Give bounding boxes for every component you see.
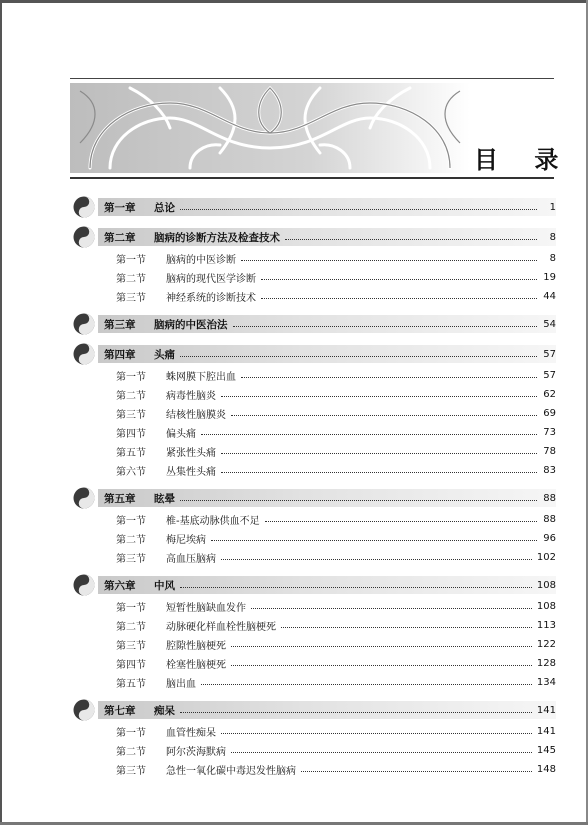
section-entry[interactable]	[70, 461, 556, 480]
section-page-number: 57	[543, 370, 556, 381]
chapter-entry[interactable]	[70, 312, 556, 336]
toc-chapter	[70, 342, 556, 480]
section-entry[interactable]	[70, 635, 556, 654]
yin-yang-icon	[72, 486, 96, 510]
dot-leader	[251, 608, 532, 609]
section-page-number: 8	[549, 253, 556, 264]
dot-leader	[221, 396, 537, 397]
dot-leader	[180, 712, 532, 713]
dot-leader	[201, 684, 532, 685]
section-entry[interactable]	[70, 673, 556, 692]
section-title: 腔隙性脑梗死	[166, 641, 226, 652]
section-title: 紧张性头痛	[166, 448, 216, 459]
chapter-page-number: 108	[536, 579, 556, 591]
dot-leader	[265, 521, 537, 522]
section-number: 第五节	[116, 448, 146, 459]
section-title: 结核性脑膜炎	[166, 410, 226, 421]
section-number: 第一节	[116, 372, 146, 383]
section-page-number: 73	[543, 427, 556, 438]
toc-chapter	[70, 573, 556, 692]
section-entry[interactable]	[70, 442, 556, 461]
dot-leader	[180, 209, 537, 210]
section-title: 椎-基底动脉供血不足	[166, 516, 260, 527]
section-number: 第三节	[116, 410, 146, 421]
chapter-title: 中风	[154, 579, 175, 592]
section-page-number: 108	[536, 601, 556, 612]
section-page-number: 44	[543, 291, 556, 302]
section-title: 蛛网膜下腔出血	[166, 372, 236, 383]
yin-yang-icon	[72, 312, 96, 336]
section-entry[interactable]	[70, 385, 556, 404]
section-number: 第三节	[116, 554, 146, 565]
dot-leader	[301, 771, 532, 772]
yin-yang-icon	[72, 225, 96, 249]
section-entry[interactable]	[70, 548, 556, 567]
section-number: 第六节	[116, 467, 146, 478]
section-title: 偏头痛	[166, 429, 196, 440]
title-rule	[70, 177, 554, 179]
dot-leader	[231, 646, 532, 647]
section-number: 第一节	[116, 516, 146, 527]
chapter-entry[interactable]	[70, 342, 556, 366]
yin-yang-icon	[72, 698, 96, 722]
yin-yang-icon	[72, 195, 96, 219]
chapter-number: 第五章	[104, 492, 136, 505]
section-number: 第四节	[116, 660, 146, 671]
toc-chapter	[70, 698, 556, 779]
section-title: 脑病的中医诊断	[166, 255, 236, 266]
dot-leader	[241, 260, 537, 261]
chapter-page-number: 8	[549, 231, 556, 243]
chapter-page-number: 57	[543, 348, 556, 360]
section-page-number: 19	[543, 272, 556, 283]
section-title: 血管性痴呆	[166, 728, 216, 739]
section-page-number: 62	[543, 389, 556, 400]
chapter-title: 脑病的诊断方法及检查技术	[154, 231, 280, 244]
section-entry[interactable]	[70, 510, 556, 529]
chapter-number: 第七章	[104, 704, 136, 717]
section-number: 第二节	[116, 274, 146, 285]
chapter-entry[interactable]	[70, 573, 556, 597]
dot-leader	[221, 453, 537, 454]
section-number: 第四节	[116, 429, 146, 440]
section-title: 短暂性脑缺血发作	[166, 603, 246, 614]
chapter-entry[interactable]	[70, 486, 556, 510]
dot-leader	[241, 377, 537, 378]
section-entry[interactable]	[70, 654, 556, 673]
section-number: 第二节	[116, 391, 146, 402]
section-page-number: 88	[543, 514, 556, 525]
section-page-number: 122	[536, 639, 556, 650]
section-entry[interactable]	[70, 366, 556, 385]
section-title: 急性一氧化碳中毒迟发性脑病	[166, 766, 296, 777]
page-title: 目 录	[474, 146, 573, 174]
section-title: 梅尼埃病	[166, 535, 206, 546]
section-page-number: 78	[543, 446, 556, 457]
chapter-entry[interactable]	[70, 698, 556, 722]
section-title: 神经系统的诊断技术	[166, 293, 256, 304]
section-entry[interactable]	[70, 249, 556, 268]
dot-leader	[180, 500, 537, 501]
section-page-number: 128	[536, 658, 556, 669]
section-page-number: 141	[536, 726, 556, 737]
chapter-title: 总论	[154, 201, 175, 214]
dot-leader	[221, 733, 532, 734]
page-border-top	[0, 0, 588, 3]
section-number: 第三节	[116, 766, 146, 777]
toc-chapter	[70, 195, 556, 219]
section-entry[interactable]	[70, 597, 556, 616]
section-number: 第二节	[116, 622, 146, 633]
dot-leader	[231, 415, 537, 416]
chapter-page-number: 54	[543, 318, 556, 330]
chapter-page-number: 1	[549, 201, 556, 213]
section-title: 丛集性头痛	[166, 467, 216, 478]
chapter-number: 第四章	[104, 348, 136, 361]
chapter-number: 第三章	[104, 318, 136, 331]
toc-chapter	[70, 312, 556, 336]
section-title: 动脉硬化样血栓性脑梗死	[166, 622, 276, 633]
chapter-entry[interactable]	[70, 225, 556, 249]
chapter-title: 眩晕	[154, 492, 175, 505]
section-entry[interactable]	[70, 529, 556, 548]
section-entry[interactable]	[70, 423, 556, 442]
section-entry[interactable]	[70, 722, 556, 741]
yin-yang-icon	[72, 342, 96, 366]
section-title: 阿尔茨海默病	[166, 747, 226, 758]
dot-leader	[285, 239, 537, 240]
section-entry[interactable]	[70, 760, 556, 779]
chapter-number: 第一章	[104, 201, 136, 214]
section-entry[interactable]	[70, 287, 556, 306]
dot-leader	[231, 665, 532, 666]
toc-chapter	[70, 225, 556, 306]
chapter-title: 头痛	[154, 348, 175, 361]
chapter-page-number: 88	[543, 492, 556, 504]
section-entry[interactable]	[70, 404, 556, 423]
chapter-title: 痴呆	[154, 704, 175, 717]
section-page-number: 113	[536, 620, 556, 631]
dot-leader	[233, 326, 538, 327]
chapter-number: 第六章	[104, 579, 136, 592]
table-of-contents	[70, 195, 556, 785]
section-title: 脑病的现代医学诊断	[166, 274, 256, 285]
section-page-number: 96	[543, 533, 556, 544]
yin-yang-icon	[72, 573, 96, 597]
section-page-number: 145	[536, 745, 556, 756]
toc-chapter	[70, 486, 556, 567]
page-border-left	[0, 0, 2, 825]
section-entry[interactable]	[70, 616, 556, 635]
section-number: 第三节	[116, 641, 146, 652]
section-entry[interactable]	[70, 268, 556, 287]
dot-leader	[261, 279, 537, 280]
section-number: 第三节	[116, 293, 146, 304]
dot-leader	[201, 434, 537, 435]
section-number: 第一节	[116, 603, 146, 614]
section-page-number: 148	[536, 764, 556, 775]
chapter-title: 脑病的中医治法	[154, 318, 228, 331]
dot-leader	[221, 472, 537, 473]
section-page-number: 134	[536, 677, 556, 688]
section-page-number: 69	[543, 408, 556, 419]
section-number: 第一节	[116, 255, 146, 266]
chapter-entry[interactable]	[70, 195, 556, 219]
section-entry[interactable]	[70, 741, 556, 760]
top-rule	[70, 78, 554, 79]
section-title: 脑出血	[166, 679, 196, 690]
chapter-number: 第二章	[104, 231, 136, 244]
section-title: 高血压脑病	[166, 554, 216, 565]
decorative-ornament-banner	[70, 83, 470, 173]
dot-leader	[261, 298, 537, 299]
section-title: 病毒性脑炎	[166, 391, 216, 402]
section-title: 栓塞性脑梗死	[166, 660, 226, 671]
section-number: 第二节	[116, 747, 146, 758]
dot-leader	[180, 587, 532, 588]
section-page-number: 83	[543, 465, 556, 476]
section-number: 第一节	[116, 728, 146, 739]
dot-leader	[281, 627, 532, 628]
chapter-page-number: 141	[536, 704, 556, 716]
dot-leader	[221, 559, 532, 560]
section-number: 第五节	[116, 679, 146, 690]
section-page-number: 102	[536, 552, 556, 563]
dot-leader	[231, 752, 532, 753]
dot-leader	[211, 540, 537, 541]
dot-leader	[180, 356, 537, 357]
section-number: 第二节	[116, 535, 146, 546]
